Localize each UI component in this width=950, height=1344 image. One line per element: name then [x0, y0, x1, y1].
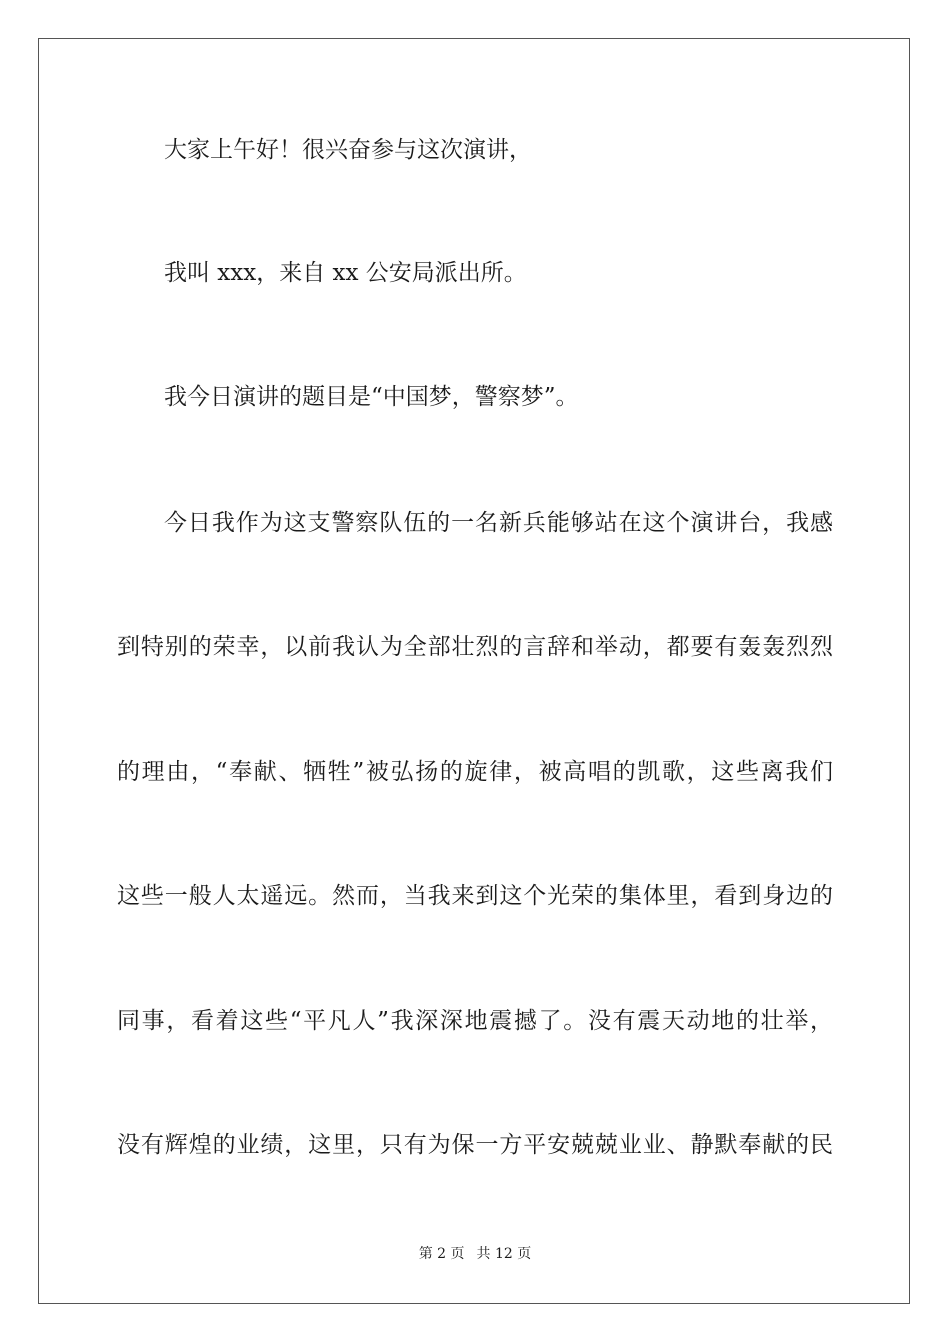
- page-number: 第 2 页: [418, 1246, 465, 1262]
- paragraph-line: 我今日演讲的题目是“中国梦，警察梦”。: [164, 384, 579, 410]
- paragraph-line: 大家上午好！很兴奋参与这次演讲，: [164, 137, 532, 163]
- page-footer: [0, 1245, 950, 1263]
- total-pages: 共 12 页: [476, 1246, 532, 1262]
- paragraph-line: 没有辉煌的业绩，这里，只有为保一方平安兢兢业业、静默奉献的民: [117, 1132, 833, 1158]
- paragraph-line: 这些一般人太遥远。然而，当我来到这个光荣的集体里，看到身边的: [117, 883, 833, 909]
- paragraph-line: 我叫 xxx，来自 xx 公安局派出所。: [164, 260, 527, 286]
- paragraph-line: 到特别的荣幸，以前我认为全部壮烈的言辞和举动，都要有轰轰烈烈: [117, 634, 833, 660]
- paragraph-line: 今日我作为这支警察队伍的一名新兵能够站在这个演讲台，我感: [164, 510, 833, 536]
- paragraph-line: 的理由，“奉献、牺牲”被弘扬的旋律，被高唱的凯歌，这些离我们: [117, 759, 833, 785]
- paragraph-line: 同事，看着这些“平凡人”我深深地震撼了。没有震天动地的壮举，: [117, 1008, 833, 1034]
- page-frame: [38, 38, 910, 1304]
